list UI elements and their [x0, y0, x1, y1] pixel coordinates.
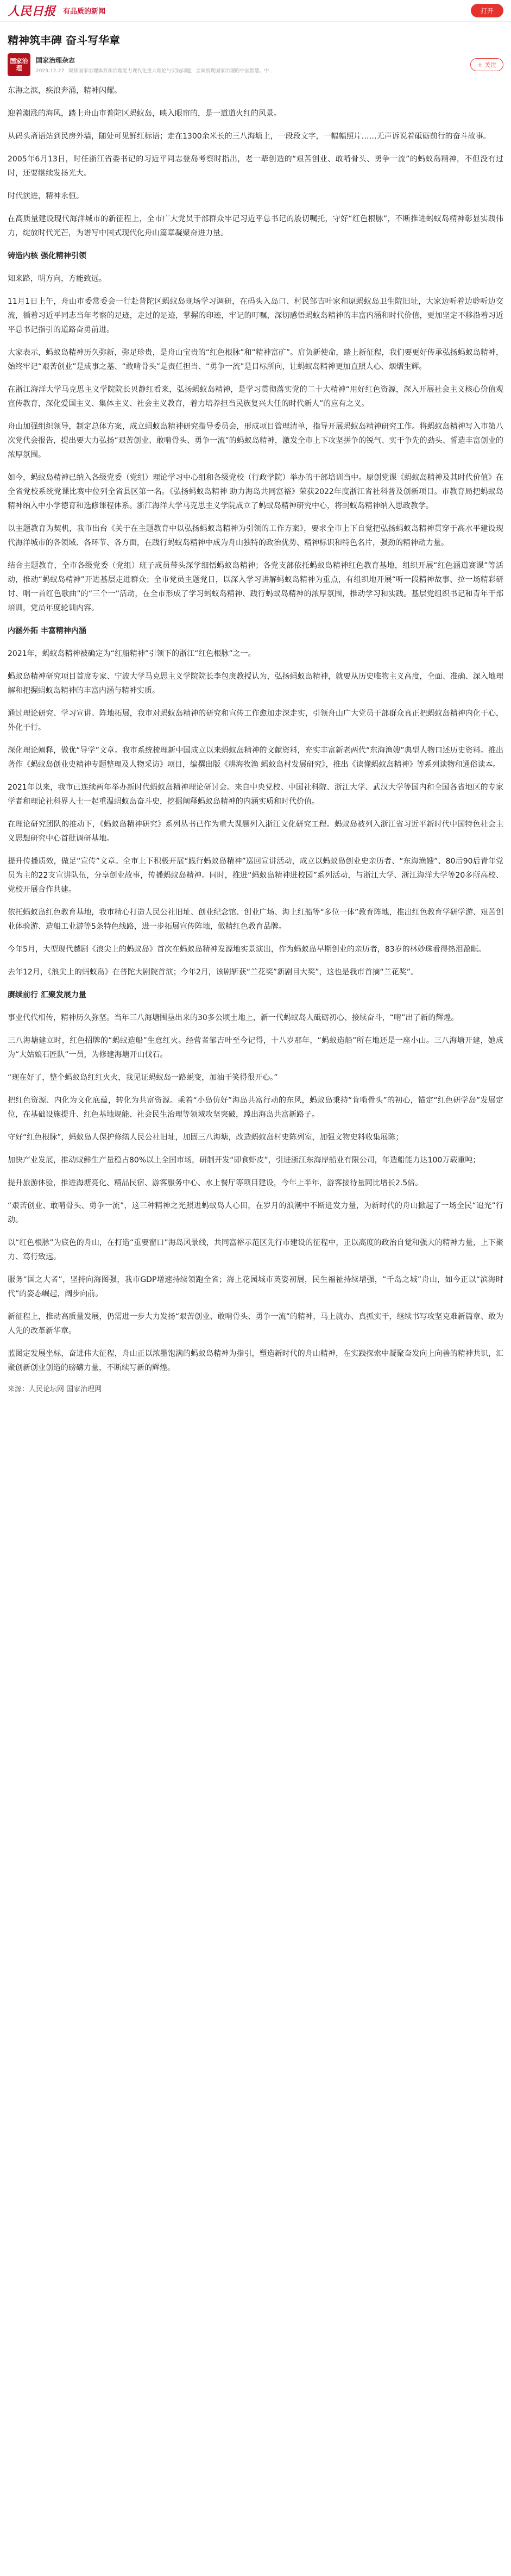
publish-date: 2023-12-27 [36, 68, 65, 74]
open-app-button[interactable]: 打开 [471, 4, 503, 17]
paragraph: 提升旅游体验，推进海塘亮化、精品民宿、游客服务中心、水上餐厅等项目建设，今年上半年，游客接待量同比增长2.5倍。 [8, 1179, 423, 1187]
article-title: 精神筑丰碑 奋斗写华章 [8, 34, 120, 47]
paragraph: 把红色资源、内化为文化底蕴，转化为共富资源。乘着“小岛仿好”海岛共富行动的东风，蚂蚁岛秉持“肯啃骨头”的初心，锚定“红色研学岛”发展定位，在基础设施提升、红色基地规能、社会民生治理等领域攻坚突破，蹚出海岛共富新路子。 [8, 1096, 503, 1119]
paragraph: 从码头斋语站到民房外墙，随处可见鲜红标语；走在1300余米长的三八海塘上，一段段文字，一幅幅照片……无声诉说着砥砺前行的奋斗故事。 [8, 132, 491, 141]
paragraph: 2021年以来，我市已连续两年举办新时代蚂蚁岛精神理论研讨会。来自中央党校、中国社科院、浙江大学、武汉大学等国内和全国各省地区的专家学者和理论社科界人士一起重温蚂蚁岛奋斗史，挖掘阐释蚂蚁岛精神的内涵实质和时代价值。 [8, 783, 503, 806]
paragraph: 蓝图定发展坐标，奋进伟大征程，舟山正以浓墨饱满的蚂蚁岛精神为指引，塑造新时代的舟山精神，在实践探索中凝聚奋发向上向善的精神共识，汇聚创新创业创造的磅礴力量，不断续写新的辉煌。 [8, 1349, 503, 1372]
paragraph: 在理论研究团队的推动下，《蚂蚁岛精神研究》系列丛书已作为重大课题列入浙江文化研究工程。蚂蚁岛被列入浙江省习近平新时代中国特色社会主义思想研究中心首批调研基地。 [8, 820, 503, 843]
author-subline [36, 67, 465, 74]
paragraph: 11月1日上午，舟山市委常委会一行赴普陀区蚂蚁岛现场学习调研，在码头入岛口、村民邹吉叶家和原蚂蚁岛卫生院旧址，大家边听着边聆听边交流，循着习近平同志当年考察的足迹，走过的足迹，掌握的印迹，牢记的叮嘱，深切感悟蚂蚁岛精神的丰富内涵和时代价值，更加坚定不移沿着习近平总书记指引的道路奋勇前进。 [8, 297, 503, 334]
paragraph: 服务“国之大者”，坚持向海图强，我市GDP增速持续领跑全省；海上花园城市英姿初展，民生福祉持续增强，“千岛之城”舟山，如今正以“滨海时代”的姿态崛起，阔步向前。 [8, 1276, 503, 1298]
paragraph: 大家表示，蚂蚁岛精神历久弥新，弥足珍贵，是舟山宝贵的“红色根脉”和“精神富矿”。肩负新使命，踏上新征程，我们要更好传承弘扬蚂蚁岛精神，始终牢记“艰苦创业”是成事之基、“敢啃骨头”是责任担当、“勇争一流”是目标所向，让蚂蚁岛精神更加直照人心、烟熠生辉。 [8, 348, 503, 371]
article-source: 来源：人民论坛网 国家治理网 [8, 1385, 102, 1393]
paragraph: 时代演进，精神永恒。 [8, 192, 84, 201]
author-meta [36, 55, 465, 74]
paragraph: 以主题教育为契机，我市出台《关于在主题教育中以弘扬蚂蚁岛精神为引领的工作方案》，要求全市上下自觉把弘扬蚂蚁岛精神贯穿于高水平建设现代海洋城市的各领域、各环节、各方面，在践行蚂蚁岛精神中成为舟山独特的政治优势、精神标识和特色名片，强劲的精神动力量。 [8, 524, 503, 547]
paragraph: 去年12月，《浪尖上的蚂蚁岛》在普陀大剧院首演；今年2月，该剧斩获“兰花奖”新剧目大奖”，这也是我市首摘“兰花奖”。 [8, 968, 418, 977]
section-heading: 赓续前行 汇聚发展力量 [8, 991, 86, 999]
author-name[interactable]: 国家治理杂志 [36, 57, 75, 64]
paragraph: 结合主题教育，全市各级党委（党组）班子成员带头深学细悟蚂蚁岛精神；各党支部依托蚂蚁岛精神红色教育基地，组织开展“红色涵道赛课”等活动，推动“蚂蚁岛精神”开进基层走进群众；全市党员主题党日，以深入学习讲解蚂蚁岛精神为重点，有组织地开展“听一段精神故事、拉一场精彩研讨、唱一首红色歌曲”的“三个一”活动，在全市形成了学习蚂蚁岛精神、践行蚂蚁岛精神的浓厚氛围，推动学习和实践。基层党组织书记和青年干部培训，党员年度轮训内容。 [8, 561, 503, 612]
paragraph: 迎着潮涨的海风，踏上舟山市普陀区蚂蚁岛，映入眼帘的，是一道道火红的风景。 [8, 109, 281, 118]
paragraph: 今年5月，大型现代越剧《浪尖上的蚂蚁岛》首次在蚂蚁岛精神发源地实景演出，作为蚂蚁岛早期创业的亲历者，83岁的林妙珠看得热泪盈眶。 [8, 945, 486, 954]
author-description: 聚焦国家治理体系和治理能力现代化重大理论与实践问题，全面展现国家治理的中国智慧。中... [68, 68, 274, 74]
brand-slogan: 有品质的新闻 [63, 8, 106, 16]
author-row [8, 53, 503, 76]
paragraph: 蚂蚁岛精神研究项目首席专家、宁波大学马克思主义学院院长李包庚教授认为，弘扬蚂蚁岛精神，就要从历史唯物主义高度，全面、准确、深入地理解和把握蚂蚁岛精神的丰富内涵与精神实质。 [8, 672, 503, 695]
paragraph: 加快产业发展，推动蚁鲜生产量稳占80%以上全国市场，研制开发“即食虾皮”，引进浙江东海岸船业有限公司，年造船能力达100万载重吨； [8, 1156, 481, 1165]
article-body [8, 84, 503, 1375]
paragraph: 东海之滨，疾浪奔涌，精神闪耀。 [8, 86, 122, 95]
paragraph: “现在好了，整个蚂蚁岛红红火火，我见证蚂蚁岛一路蜕变，加油干笑得很开心。” [8, 1073, 278, 1082]
paragraph: 在浙江海洋大学马克思主义学院院长贝静红看来，弘扬蚂蚁岛精神，是学习贯彻落实党的二十大精神“用好红色资源，深入开展社会主义核心价值观宣传教育，深化爱国主义、集体主义、社会主义教育，着力培养担当民族复兴大任的时代新人”的应有之义。 [8, 385, 503, 408]
paragraph: 提升传播质效，做足“宣传”文章。全市上下积极开展“践行蚂蚁岛精神”巡回宣讲活动，成立以蚂蚁岛创业史亲历者、“东海渔嫂”、80后90后青年党员为主的22支宣讲队伍，分享创业故事，传播蚂蚁岛精神。同时，推进“蚂蚁岛精神进校园”系列活动，与浙江大学、浙江海洋大学等20多所高校、党校开展合作共建。 [8, 857, 503, 894]
article [0, 22, 511, 1409]
paragraph: 舟山加强组织领导，制定总体方案，成立蚂蚁岛精神研究指导委员会，形成项目管理清单，指导开展蚂蚁岛精神研究工作。将蚂蚁岛精神写入市第八次党代会报告，提出要大力弘扬“艰苦创业、敢啃骨头、勇争一流”的蚂蚁岛精神，激发全市上下攻坚拼争的锐气、实干争先的劲头、誓造丰富创业的浓厚氛围。 [8, 422, 503, 459]
paragraph: 2021年，蚂蚁岛精神被确定为“红船精神”引领下的浙江“红色根脉”之一。 [8, 649, 256, 658]
paragraph: 在高质量建设现代海洋城市的新征程上，全市广大党员干部群众牢记习近平总书记的殷切嘱托，守好“红色根脉”，不断推进蚂蚁岛精神彰显实践伟力，绽放时代光芒，为谱写中国式现代化舟山篇章凝聚奋进力量。 [8, 215, 503, 237]
paragraph: 通过理论研究、学习宣讲、阵地拓展，我市对蚂蚁岛精神的研究和宣传工作愈加走深走实，引领舟山广大党员干部群众真正把蚂蚁岛精神内化于心，外化于行。 [8, 709, 503, 732]
paragraph: 2005年6月13日，时任浙江省委书记的习近平同志登岛考察时指出，老一辈创造的“艰苦创业、敢啃骨头、勇争一流”的蚂蚁岛精神，不但没有过时，还要继续发扬光大。 [8, 155, 503, 178]
section-heading: 铸造内核 强化精神引领 [8, 252, 86, 260]
section-heading: 内涵外拓 丰富精神内涵 [8, 627, 86, 635]
paragraph: 依托蚂蚁岛红色教育基地，我市精心打造人民公社旧址、创业纪念馆、创业广场、海上红船等“多位一体”教育阵地，推出红色教育学研学游、艰苦创业体验游、造船工业游等5条特色线路，进一步拓展宣传阵地，做精红色教育品牌。 [8, 908, 503, 931]
avatar[interactable]: 国家治理 [8, 53, 30, 76]
brand-logo[interactable]: 人民日报 [8, 4, 56, 18]
paragraph: 以“红色根脉”为底色的舟山，在打造“重要窗口”海岛风景线，共同富裕示范区先行市建设的征程中，正以高度的政治自觉和强大的精神力量，上下聚力、笃行致远。 [8, 1239, 503, 1261]
top-bar [0, 0, 511, 22]
follow-button[interactable]: + 关注 [470, 58, 503, 71]
paragraph: 三八海塘建立时，红色招牌的“蚂蚁造船”生意红火。经营者邹吉叶至今记得，十八岁那年，“蚂蚁造船”所在地还是一座小山。三八海塘开建，她成为“大姑娘石匠队”一员，为修建海塘开山伐石。 [8, 1036, 503, 1059]
paragraph: 知来路，明方向，方能致远。 [8, 274, 106, 283]
paragraph: 新征程上，推动高质量发展，仍需进一步大力发扬“艰苦创业、敢啃骨头、勇争一流”的精神，马上就办、真抓实干，继续书写攻坚克难新篇章、敢为人先的改革新华章。 [8, 1312, 503, 1335]
paragraph: 事业代代相传，精神历久弥坚。当年三八海塘围垦出来的30多公顷土地上，新一代蚂蚁岛人砥砺初心、接续奋斗，“啃”出了新的辉煌。 [8, 1014, 459, 1022]
paragraph: “艰苦创业、敢啃骨头、勇争一流”，这三种精神之光照进蚂蚁岛人心田，在岁月的浪潮中不断迸发力量，为新时代的舟山掀起了一场全民“追光”行动。 [8, 1202, 503, 1224]
paragraph: 深化理论阐释，做优“导学”文章。我市系统梳理新中国成立以来蚂蚁岛精神的文献资料，充实丰富新老两代“东海渔嫂”典型人物口述历史资料。推出著作《蚂蚁岛创业史精神专题整理及人物采访》项目，编撰出版《耕海牧渔 蚂蚁岛村发展研究》，推出《读懂蚂蚁岛精神》等系列读物和通俗读本。 [8, 746, 503, 769]
paragraph: 守好“红色根脉”，蚂蚁岛人保护修缮人民公社旧址，加固三八海塘，改造蚂蚁岛村史陈列室，加强文物史料收集展陈； [8, 1133, 403, 1142]
paragraph: 如今，蚂蚁岛精神已纳入各级党委（党组）理论学习中心组和各级党校（行政学院）举办的干部培训当中。原创党课《蚂蚁岛精神及其时代价值》在全省党校系统党课比赛中位列全省县区第一名。《弘扬蚂蚁岛精神 助力海岛共同富裕》荣获2022年度浙江省社科普及创新项目。市教育局把蚂蚁岛精神纳入中小学德育和选修课程体系。浙江海洋大学马克思主义学院成立了蚂蚁岛精神研究中心，将蚂蚁岛精神纳入思政教学。 [8, 473, 503, 510]
